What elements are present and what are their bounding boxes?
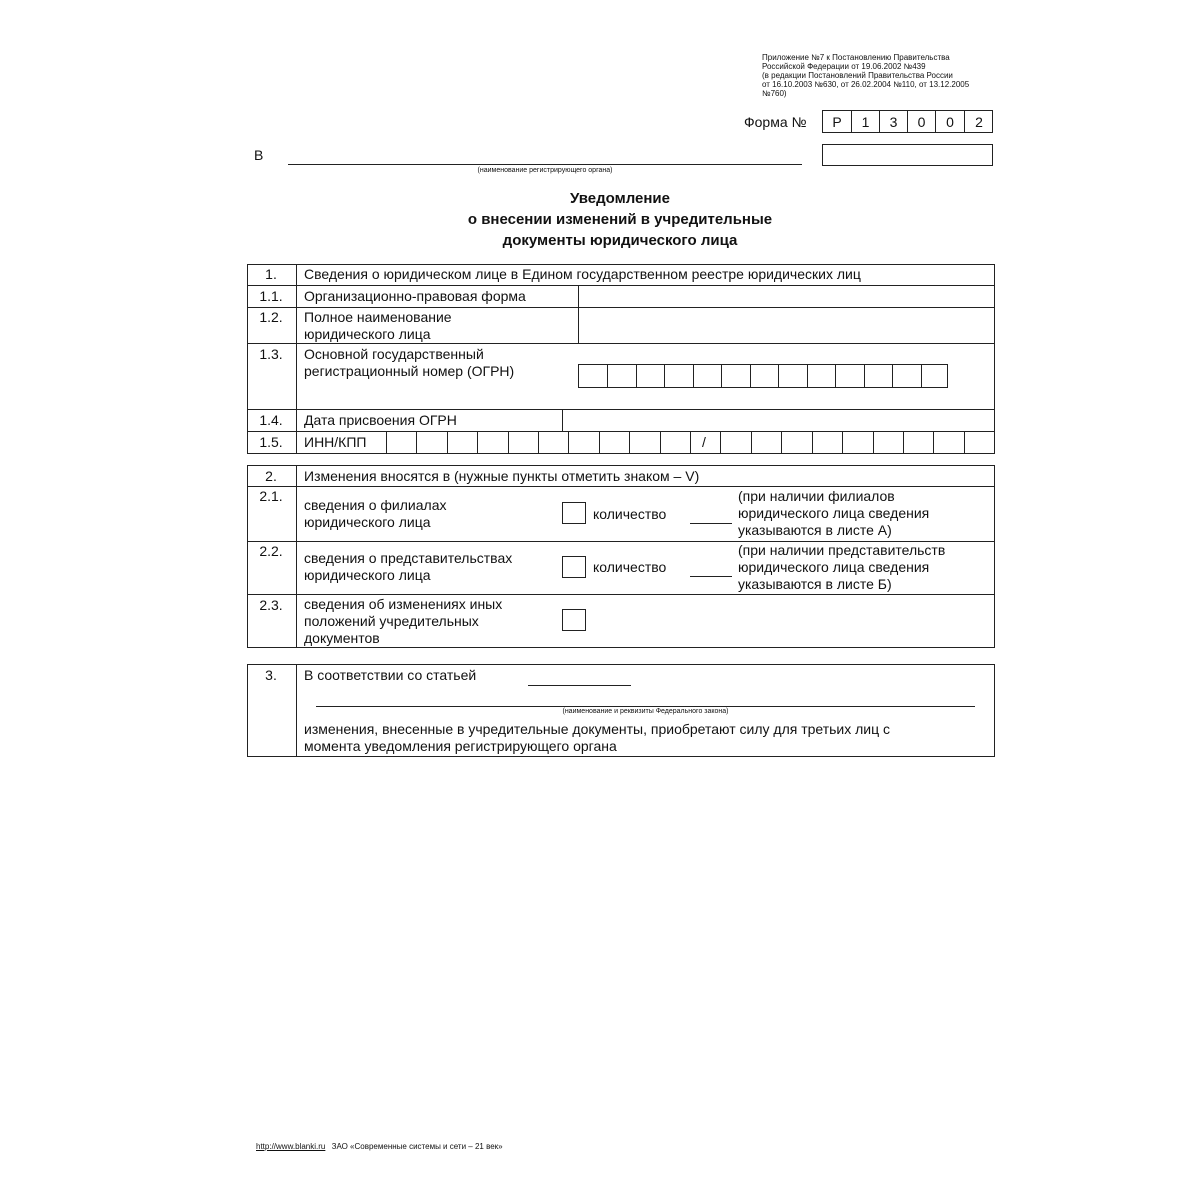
footer-text: ЗАО «Современные системы и сети – 21 век» (331, 1142, 503, 1151)
section-3-number: 3. (265, 667, 277, 683)
legal-basis-line: Приложение №7 к Постановлению Правительства (762, 53, 950, 62)
label-line: положений учредительных (304, 613, 479, 629)
ogrn-label (304, 346, 514, 380)
form-number-boxes (822, 110, 993, 133)
note-line: указываются в листе А) (738, 522, 892, 538)
inn-kpp-box-divider (781, 431, 782, 454)
branches-count-label: количество (593, 506, 667, 522)
row-number: 2.3. (259, 597, 283, 613)
registration-code-box[interactable] (822, 144, 993, 166)
other-changes-checkbox[interactable] (562, 609, 586, 631)
label-line: регистрационный номер (ОГРН) (304, 363, 515, 379)
inn-kpp-box-divider (903, 431, 904, 454)
inn-kpp-box-divider (508, 431, 509, 454)
inn-kpp-box-divider (568, 431, 569, 454)
row-number: 1.3. (259, 346, 283, 362)
label-line: сведения об изменениях иных (304, 596, 503, 612)
inn-kpp-box-divider (629, 431, 630, 454)
text-line: момента уведомления регистрирующего органа (304, 738, 617, 754)
org-legal-form-field[interactable] (579, 286, 994, 306)
legal-basis-line: №760) (762, 89, 787, 98)
row-number: 2.1. (259, 488, 283, 504)
inn-kpp-box-divider (660, 431, 661, 454)
federal-law-field[interactable] (316, 706, 975, 707)
representations-checkbox[interactable] (562, 556, 586, 578)
inn-kpp-box-divider (416, 431, 417, 454)
form-number-char: 0 (935, 111, 964, 132)
row-divider (247, 343, 995, 344)
inn-kpp-separator: / (702, 434, 706, 450)
ogrn-date-field[interactable] (563, 410, 994, 430)
branches-label (304, 497, 446, 531)
representations-count-label: количество (593, 559, 667, 575)
inn-kpp-box-divider (538, 431, 539, 454)
inn-kpp-box-divider (477, 431, 478, 454)
section-1-num-divider (296, 264, 297, 454)
ogrn-digit[interactable] (664, 365, 665, 387)
form-number-char: 1 (851, 111, 879, 132)
note-line: юридического лица сведения (738, 559, 930, 575)
full-name-field[interactable] (579, 308, 994, 342)
inn-kpp-box-divider (751, 431, 752, 454)
title-line: о внесении изменений в учредительные (467, 211, 773, 228)
inn-kpp-box-divider (386, 431, 387, 454)
ogrn-digit[interactable] (750, 365, 751, 387)
label-line: сведения о филиалах (304, 497, 447, 513)
full-name-label (304, 309, 452, 343)
form-number-char: 2 (964, 111, 993, 132)
form-number-label: Форма № (744, 114, 807, 130)
section-2-num-divider (296, 465, 297, 648)
ogrn-digit-boxes[interactable] (578, 364, 948, 388)
inn-kpp-box-divider (690, 431, 691, 454)
representations-count-field[interactable] (690, 576, 732, 577)
inn-kpp-box-divider (873, 431, 874, 454)
label-line: юридического лица (304, 567, 431, 583)
ogrn-digit[interactable] (607, 365, 608, 387)
representations-note (738, 542, 945, 593)
note-line: (при наличии представительств (738, 542, 946, 558)
inn-kpp-box-divider (447, 431, 448, 454)
inn-kpp-box-divider (720, 431, 721, 454)
row-divider (247, 431, 995, 432)
org-legal-form-label: Организационно-правовая форма (304, 288, 526, 304)
ogrn-digit[interactable] (807, 365, 808, 387)
inn-kpp-box-divider (964, 431, 965, 454)
inn-kpp-box-divider (933, 431, 934, 454)
row-number: 1.5. (259, 434, 283, 450)
label-line: сведения о представительствах (304, 550, 513, 566)
inn-kpp-box-divider (812, 431, 813, 454)
section-3-text (304, 721, 890, 755)
section-2-heading: Изменения вносятся в (нужные пункты отметить знаком – V) (304, 468, 700, 484)
section-1-heading: Сведения о юридическом лице в Едином государственном реестре юридических лиц (304, 266, 861, 282)
ogrn-digit[interactable] (892, 365, 893, 387)
note-line: (при наличии филиалов (738, 488, 895, 504)
form-number-char: 3 (879, 111, 907, 132)
branches-note (738, 488, 929, 539)
form-number-char: 0 (907, 111, 935, 132)
ogrn-digit[interactable] (721, 365, 722, 387)
row-number: 1.1. (259, 288, 283, 304)
section-3-num-divider (296, 664, 297, 757)
section-3-lead: В соответствии со статьей (304, 667, 477, 683)
note-line: указываются в листе Б) (738, 576, 892, 592)
branches-checkbox[interactable] (562, 502, 586, 524)
recipient-prefix: В (254, 147, 264, 163)
row-number: 1.4. (259, 412, 283, 428)
legal-basis-line: (в редакции Постановлений Правительства России (762, 71, 953, 80)
row-divider (247, 594, 995, 595)
section-2-number: 2. (265, 468, 277, 484)
ogrn-digit[interactable] (778, 365, 779, 387)
row-number: 1.2. (259, 309, 283, 325)
section-1-number: 1. (265, 266, 277, 282)
ogrn-digit[interactable] (693, 365, 694, 387)
inn-kpp-box-divider (842, 431, 843, 454)
label-line: документов (304, 630, 380, 646)
legal-basis-line: от 16.10.2003 №630, от 26.02.2004 №110, от 13.12.2005 (762, 80, 970, 89)
footer (256, 1142, 503, 1151)
legal-basis-line: Российской Федерации от 19.06.2002 №439 (762, 62, 926, 71)
ogrn-digit[interactable] (835, 365, 836, 387)
legal-basis-note (762, 53, 1002, 98)
inn-kpp-box-divider (599, 431, 600, 454)
representations-label (304, 550, 512, 584)
row-number: 2.2. (259, 543, 283, 559)
other-changes-label (304, 596, 502, 647)
article-field[interactable] (528, 685, 631, 686)
ogrn-date-label: Дата присвоения ОГРН (304, 412, 457, 428)
ogrn-digit[interactable] (864, 365, 865, 387)
row-divider (247, 486, 995, 487)
label-line: юридического лица (304, 514, 431, 530)
text-line: изменения, внесенные в учредительные документы, приобретают силу для третьих лиц с (304, 721, 891, 737)
note-line: юридического лица сведения (738, 505, 930, 521)
ogrn-digit[interactable] (921, 365, 922, 387)
recipient-line[interactable] (288, 164, 802, 165)
recipient-caption: (наименование регистрирующего органа) (477, 167, 613, 174)
title-line: Уведомление (569, 190, 670, 207)
branches-count-field[interactable] (690, 523, 732, 524)
title-line: документы юридического лица (502, 232, 738, 249)
label-line: юридического лица (304, 326, 431, 342)
footer-link[interactable]: http://www.blanki.ru (256, 1142, 326, 1151)
federal-law-caption: (наименование и реквизиты Федерального закона) (562, 708, 729, 715)
inn-kpp-label: ИНН/КПП (304, 434, 367, 450)
form-number-char: Р (832, 113, 842, 130)
label-line: Полное наименование (304, 309, 452, 325)
document-title (300, 188, 940, 251)
ogrn-digit[interactable] (636, 365, 637, 387)
label-line: Основной государственный (304, 346, 484, 362)
